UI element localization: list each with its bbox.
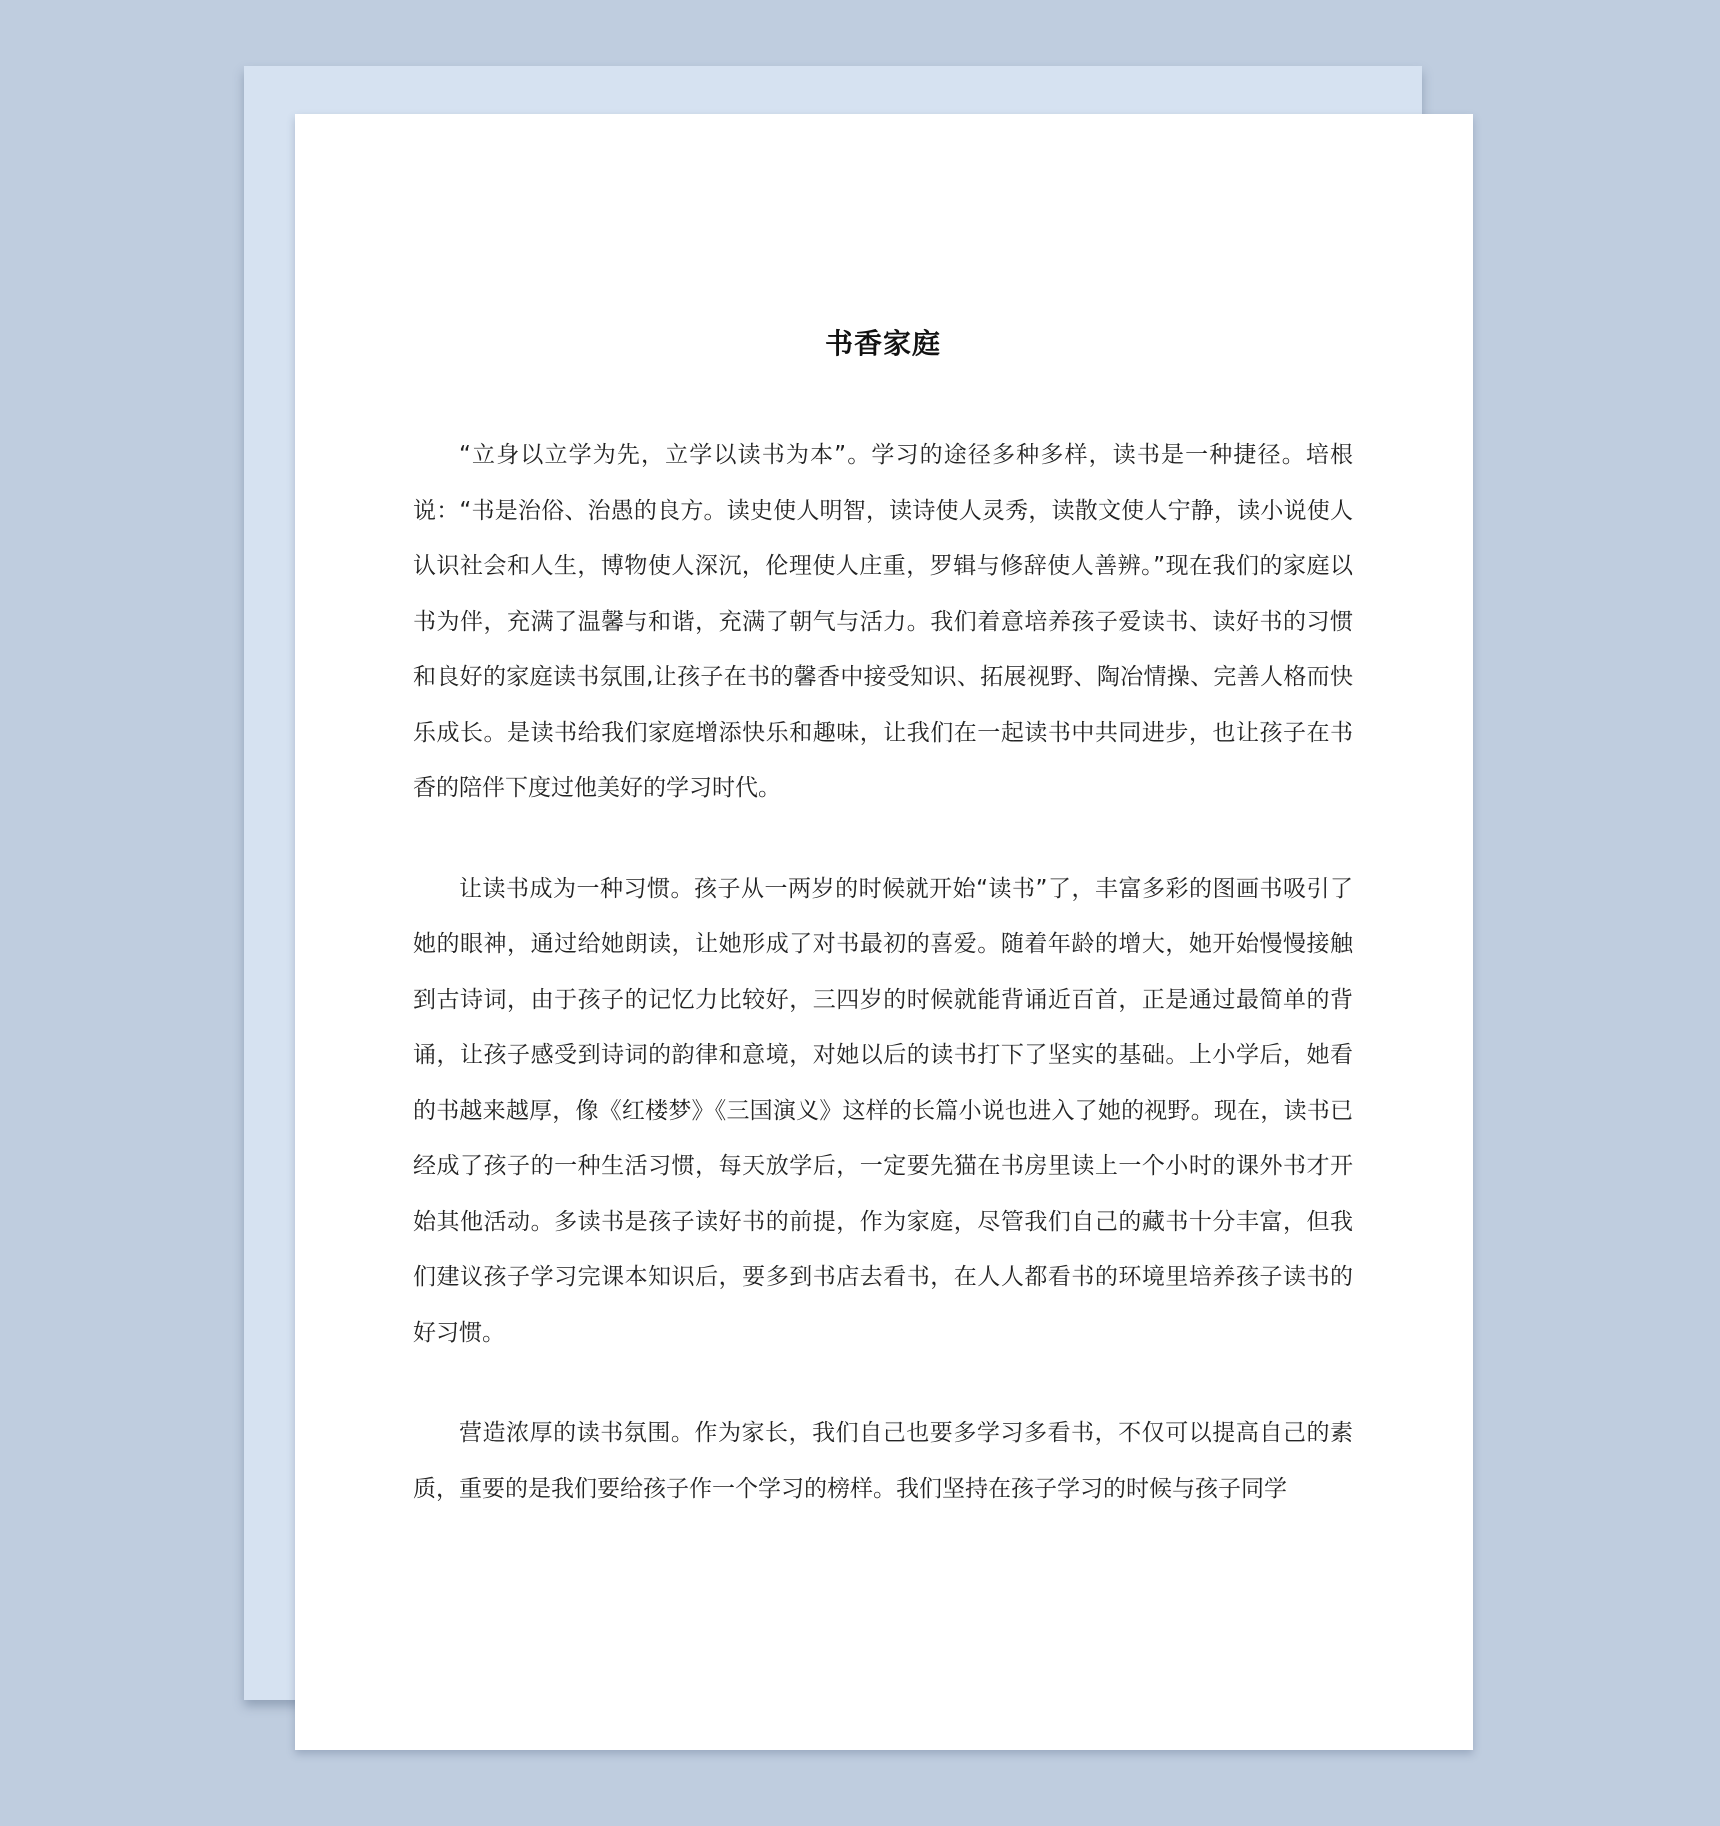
paragraph-intro: “立身以立学为先，立学以读书为本”。学习的途径多种多样，读书是一种捷径。培根说：“书是治俗、治愚的良方。读史使人明智，读诗使人灵秀，读散文使人宁静，读小说使人认识社会和人生，博物使人深沉，伦理使人庄重，罗辑与修辞使人善辨。”现在我们的家庭以书为伴，充满了温馨与和谐，充满了朝气与活力。我们着意培养孩子爱读书、读好书的习惯和良好的家庭读书氛围,让孩子在书的馨香中接受知识、拓展视野、陶冶情操、完善人格而快乐成长。是读书给我们家庭增添快乐和趣味，让我们在一起读书中共同进步，也让孩子在书香的陪伴下度过他美好的学习时代。 bbox=[413, 442, 1353, 801]
document-page bbox=[295, 114, 1473, 1750]
paragraph-reading-habit: 让读书成为一种习惯。孩子从一两岁的时候就开始“读书”了，丰富多彩的图画书吸引了她的眼神，通过给她朗读，让她形成了对书最初的喜爱。随着年龄的增大，她开始慢慢接触到古诗词，由于孩子的记忆力比较好，三四岁的时候就能背诵近百首，正是通过最简单的背诵，让孩子感受到诗词的韵律和意境，对她以后的读书打下了坚实的基础。上小学后，她看的书越来越厚，像《红楼梦》《三国演义》这样的长篇小说也进入了她的视野。现在，读书已经成了孩子的一种生活习惯，每天放学后，一定要先猫在书房里读上一个小时的课外书才开始其他活动。多读书是孩子读好书的前提，作为家庭，尽管我们自己的藏书十分丰富，但我们建议孩子学习完课本知识后，要多到书店去看书，在人人都看书的环境里培养孩子读书的好习惯。 bbox=[413, 875, 1353, 1346]
document-body bbox=[413, 324, 1353, 1517]
document-title: 书香家庭 bbox=[824, 327, 941, 360]
paragraph-reading-atmosphere: 营造浓厚的读书氛围。作为家长，我们自己也要多学习多看书，不仅可以提高自己的素质，重要的是我们要给孩子作一个学习的榜样。我们坚持在孩子学习的时候与孩子同学 bbox=[413, 1420, 1353, 1502]
